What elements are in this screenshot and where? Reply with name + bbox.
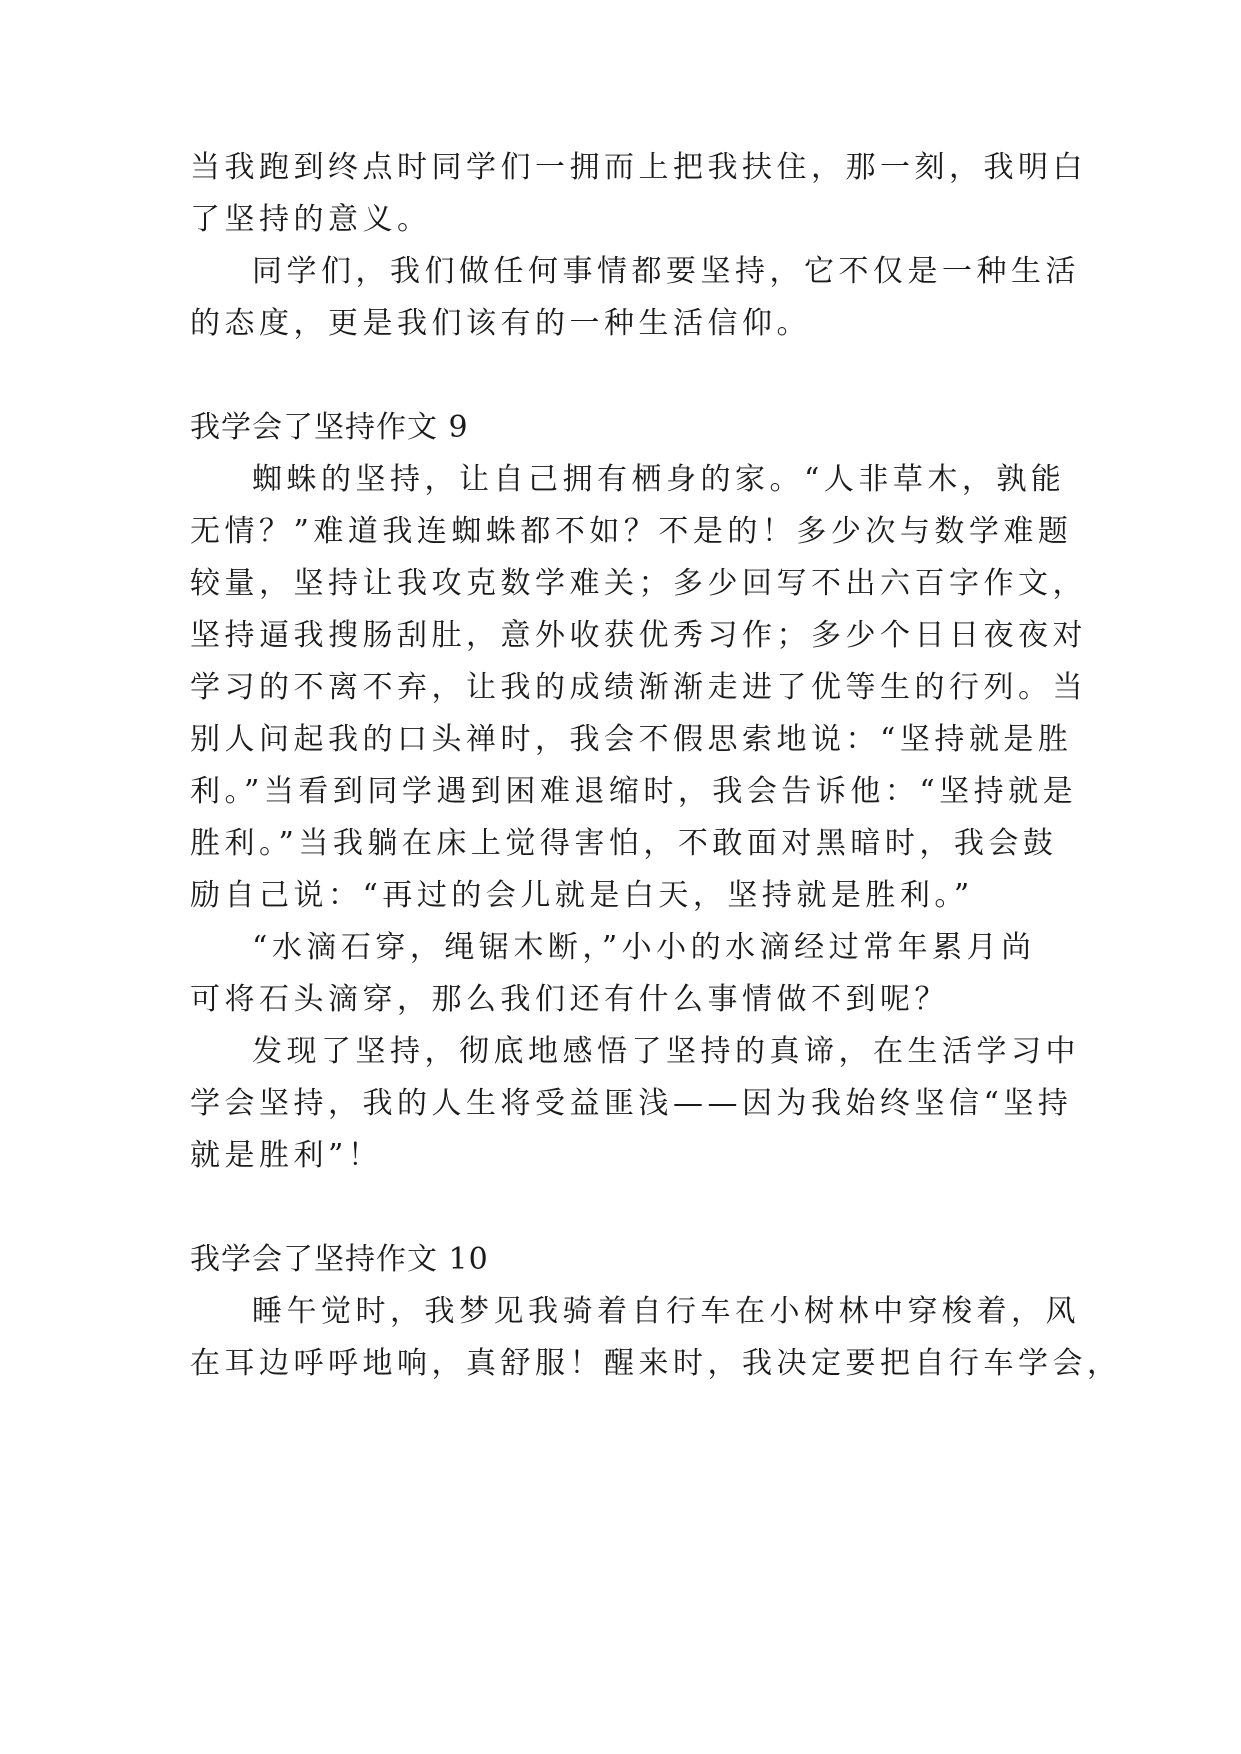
paragraph-line: 利。”当看到同学遇到困难退缩时，我会告诉他：“坚持就是 — [190, 774, 1078, 809]
paragraph-line: 学会坚持，我的人生将受益匪浅——因为我始终坚信“坚持 — [190, 1086, 1073, 1121]
paragraph-line: 就是胜利”！ — [190, 1138, 383, 1173]
paragraph-line: 蜘蛛的坚持，让自己拥有栖身的家。“人非草木，孰能 — [252, 462, 1066, 497]
section-heading: 我学会了坚持作文 10 — [190, 1242, 489, 1277]
paragraph-line: 的态度，更是我们该有的一种生活信仰。 — [190, 306, 811, 341]
paragraph-line: 学习的不离不弃，让我的成绩渐渐走进了优等生的行列。当 — [190, 670, 1087, 705]
paragraph-line: 胜利。”当我躺在床上觉得害怕，不敢面对黑暗时，我会鼓 — [190, 826, 1058, 861]
paragraph-line: 坚持逼我搜肠刮肚，意外收获优秀习作；多少个日日夜夜对 — [190, 618, 1087, 653]
paragraph-line: 同学们，我们做任何事情都要坚持，它不仅是一种生活 — [252, 254, 1080, 289]
paragraph-line: 发现了坚持，彻底地感悟了坚持的真谛，在生活学习中 — [252, 1034, 1080, 1069]
section-heading: 我学会了坚持作文 9 — [190, 410, 469, 445]
paragraph-line: 睡午觉时，我梦见我骑着自行车在小树林中穿梭着，风 — [252, 1294, 1080, 1329]
paragraph-line: 了坚持的意义。 — [190, 202, 432, 237]
paragraph-line: 在耳边呼呼地响，真舒服！醒来时，我决定要把自行车学会， — [190, 1346, 1122, 1381]
paragraph-line: 可将石头滴穿，那么我们还有什么事情做不到呢？ — [190, 982, 949, 1017]
paragraph-line: 励自己说：“再过的会儿就是白天，坚持就是胜利。” — [190, 878, 974, 913]
paragraph-line: “水滴石穿，绳锯木断，”小小的水滴经过常年累月尚 — [252, 930, 1036, 965]
paragraph-line: 当我跑到终点时同学们一拥而上把我扶住，那一刻，我明白 — [190, 150, 1087, 185]
paragraph-line: 较量，坚持让我攻克数学难关；多少回写不出六百字作文， — [190, 566, 1087, 601]
paragraph-line: 无情？”难道我连蜘蛛都不如？不是的！多少次与数学难题 — [190, 514, 1073, 549]
paragraph-line: 别人问起我的口头禅时，我会不假思索地说：“坚持就是胜 — [190, 722, 1073, 757]
